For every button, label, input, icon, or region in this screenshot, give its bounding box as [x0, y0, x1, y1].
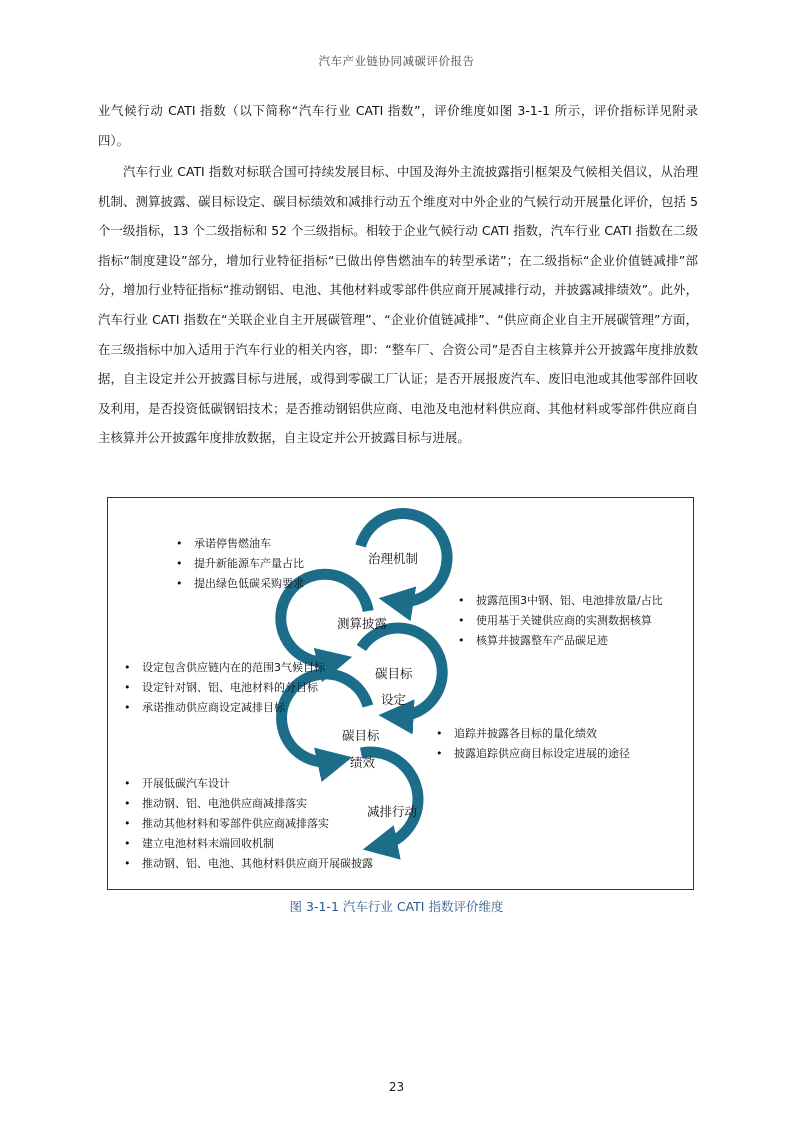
list-item: • 承诺停售燃油车: [174, 534, 304, 554]
stage-governance: 治理机制: [368, 551, 419, 566]
list-item: • 设定针对钢、铝、电池材料的分目标: [122, 678, 325, 698]
list-item: • 披露范围3中钢、铝、电池排放量/占比: [456, 591, 663, 611]
governance-bullet-list: [174, 534, 304, 594]
list-item: • 使用基于关键供应商的实测数据核算: [456, 611, 663, 631]
list-item: • 提升新能源车产量占比: [174, 554, 304, 574]
list-item: • 开展低碳汽车设计: [122, 774, 373, 794]
paragraph-text: 汽车行业 CATI 指数对标联合国可持续发展目标、中国及海外主流披露指引框架及气候相关倡议，从治理机制、测算披露、碳目标设定、碳目标绩效和减排行动五个维度对中外企业的气候行动开展量化评价，包括 5 个一级指标，13 个二级指标和 52 个三级指标。相较于企业气候行动 CATI 指数，汽车行业 CATI 指数在二级指标“制度建设”部分，增加行业特征指标“已做出停售燃油车的转型承诺”；在二级指标“企业价值链减排”部分，增加行业特征指标“推动钢铝、电池、其他材料或零部件供应商开展减排行动，并披露减排绩效”。此外，汽车行业 CATI 指数在“关联企业自主开展碳管理”、“企业价值链减排”、“供应商企业自主开展碳管理”方面，在三级指标中加入适用于汽车行业的相关内容，即：“整车厂、合资公司”是否自主核算并公开披露年度排放数据，自主设定并公开披露目标与进展，或得到零碳工厂认证；是否开展报废汽车、废旧电池或其他零部件回收及利用，是否投资低碳钢铝技术；是否推动钢铝供应商、电池及电池材料供应商、其他材料或零部件供应商自主核算并公开披露年度排放数据，自主设定并公开披露目标与进展。: [98, 164, 698, 446]
disclosure-bullet-list: [456, 591, 663, 651]
running-header: 汽车产业链协同减碳评价报告: [318, 54, 475, 68]
stage-disclosure: 测算披露: [337, 616, 388, 631]
list-item: • 提出绿色低碳采购要求: [174, 574, 304, 594]
body-paragraph-2: [98, 157, 698, 453]
list-item: • 设定包含供应链内在的范围3气候目标: [122, 658, 325, 678]
list-item: • 承诺推动供应商设定减排目标: [122, 698, 325, 718]
page-number: 23: [388, 1080, 405, 1094]
paragraph-text: 业气候行动 CATI 指数（以下简称“汽车行业 CATI 指数”，评价维度如图 3-1-1 所示，评价指标详见附录四）。: [98, 103, 698, 148]
figure-caption: 图 3-1-1 汽车行业 CATI 指数评价维度: [289, 899, 504, 914]
cati-dimension-figure: [107, 497, 694, 890]
body-paragraph-1: [98, 96, 698, 155]
target-bullet-list: [122, 658, 325, 718]
stage-performance-line1: 碳目标: [342, 728, 380, 743]
performance-bullet-list: [434, 724, 630, 764]
list-item: • 追踪并披露各目标的量化绩效: [434, 724, 630, 744]
list-item: • 披露追踪供应商目标设定进展的途径: [434, 744, 630, 764]
list-item: • 核算并披露整车产品碳足迹: [456, 631, 663, 651]
list-item: • 推动其他材料和零部件供应商减排落实: [122, 814, 373, 834]
stage-target-line1: 碳目标: [375, 666, 413, 681]
list-item: • 建立电池材料末端回收机制: [122, 834, 373, 854]
stage-target-line2: 设定: [381, 692, 407, 707]
list-item: • 推动钢、铝、电池、其他材料供应商开展碳披露: [122, 854, 373, 874]
action-bullet-list: [122, 774, 373, 874]
list-item: • 推动钢、铝、电池供应商减排落实: [122, 794, 373, 814]
stage-performance-line2: 绩效: [350, 755, 376, 770]
stage-action: 减排行动: [367, 804, 418, 819]
